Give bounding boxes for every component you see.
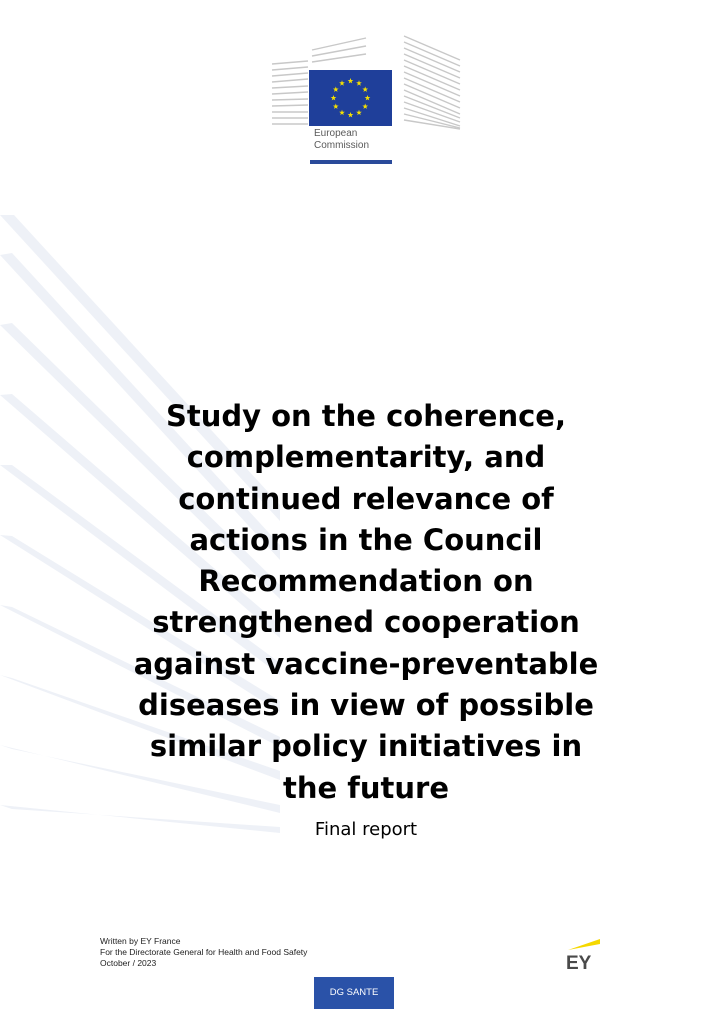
dg-sante-label: DG SANTE — [314, 977, 394, 1009]
date-text: October / 2023 — [100, 958, 157, 968]
title-line: strengthened cooperation — [152, 605, 580, 640]
written-by-text: Written by EY France — [100, 936, 181, 946]
publication-info — [100, 936, 400, 969]
logo-line-commission: Commission — [314, 140, 370, 151]
report-title — [100, 396, 632, 809]
title-line: Study on the coherence, — [165, 399, 566, 433]
title-line: similar policy initiatives in — [149, 729, 583, 764]
title-line: actions in the Council — [189, 522, 543, 557]
ey-logo — [564, 936, 604, 972]
berlaymont-building-icon — [268, 30, 464, 130]
directorate-text: For the Directorate General for Health and Food Safety — [100, 947, 308, 957]
logo-line-european: European — [314, 128, 358, 139]
title-line: against vaccine-preventable — [133, 646, 599, 681]
title-line: complementarity, and — [186, 440, 546, 475]
report-subtitle: Final report — [314, 819, 418, 840]
title-line: Recommendation on — [198, 564, 534, 599]
logo-text — [314, 128, 404, 152]
title-line: the future — [282, 770, 449, 805]
european-commission-logo — [268, 30, 464, 170]
title-line: diseases in view of possible — [138, 688, 594, 723]
title-line: continued relevance of — [178, 481, 554, 516]
logo-underline — [310, 160, 392, 164]
ey-logo-text: EY — [566, 953, 592, 972]
ey-beam-icon — [568, 939, 600, 950]
